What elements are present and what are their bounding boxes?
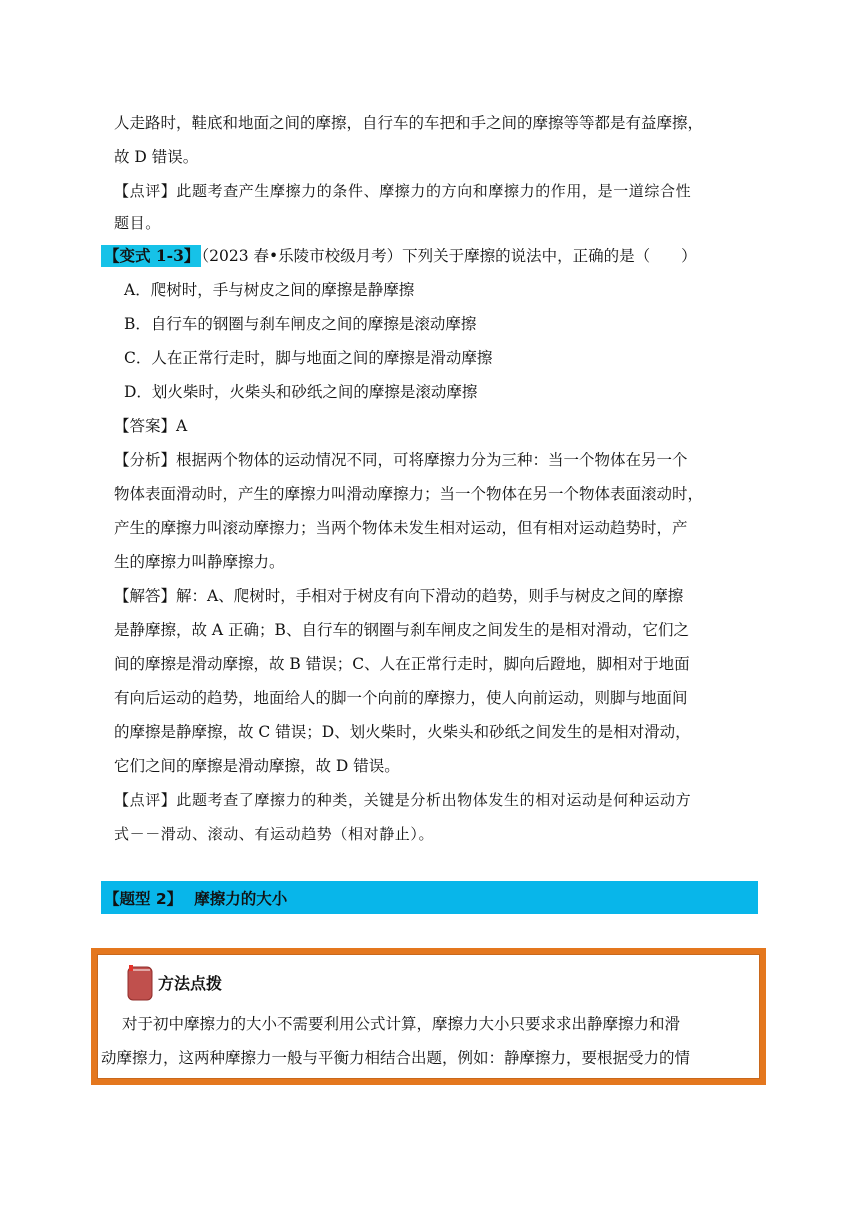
comment2-line-2: 式－－滑动、滚动、有运动趋势（相对静止）。 [114,825,435,843]
variant-question-text: （2023 春•乐陵市校级月考）下列关于摩擦的说法中，正确的是（ ） [201,247,697,265]
answer: 【答案】A [114,417,188,435]
analysis-line-1: 【分析】根据两个物体的运动情况不同，可将摩擦力分为三种：当一个物体在另一个 [114,451,688,469]
comment-line-1: 【点评】此题考查产生摩擦力的条件、摩擦力的方向和摩擦力的作用，是一道综合性 [114,182,692,200]
option-d: D．划火柴时，火柴头和砂纸之间的摩擦是滚动摩擦 [124,383,478,401]
section-title: 摩擦力的大小 [194,889,288,908]
solution-line-6: 它们之间的摩擦是滑动摩擦，故 D 错误。 [114,757,400,775]
method-title: 方法点拨 [158,974,223,993]
section-header [101,881,758,914]
solution-line-2: 是静摩擦，故 A 正确；B、自行车的钢圈与刹车闸皮之间发生的是相对滑动，它们之 [114,621,689,639]
solution-line-5: 的摩擦是静摩擦，故 C 错误；D、划火柴时，火柴头和砂纸之间发生的是相对滑动， [114,723,691,741]
comment-line-2: 题目。 [114,214,161,232]
bookmark-icon [126,964,154,1002]
method-text-line-1: 对于初中摩擦力的大小不需要利用公式计算，摩擦力大小只要求求出静摩擦力和滑 [122,1015,681,1033]
option-c: C．人在正常行走时，脚与地面之间的摩擦是滑动摩擦 [124,349,493,367]
method-text-line-2: 动摩擦力，这两种摩擦力一般与平衡力相结合出题，例如：静摩擦力，要根据受力的情 [101,1049,691,1067]
solution-line-3: 间的摩擦是滑动摩擦，故 B 错误；C、人在正常行走时，脚向后蹬地，脚相对于地面 [114,655,690,673]
option-b: B．自行车的钢圈与刹车闸皮之间的摩擦是滚动摩擦 [124,315,477,333]
section-tag: 【题型 2】 [104,889,183,908]
solution-line-1: 【解答】解：A、爬树时，手相对于树皮有向下滑动的趋势，则手与树皮之间的摩擦 [114,587,684,605]
analysis-line-2: 物体表面滑动时，产生的摩擦力叫滑动摩擦力；当一个物体在另一个物体表面滚动时， [114,485,704,503]
analysis-line-3: 产生的摩擦力叫滚动摩擦力；当两个物体未发生相对运动，但有相对运动趋势时，产 [114,519,688,537]
prev-solution-line-1: 人走路时，鞋底和地面之间的摩擦，自行车的车把和手之间的摩擦等等都是有益摩擦， [114,114,704,132]
option-a: A．爬树时，手与树皮之间的摩擦是静摩擦 [124,281,415,299]
analysis-line-4: 生的摩擦力叫静摩擦力。 [114,553,285,571]
variant-question [101,245,697,267]
solution-line-4: 有向后运动的趋势，地面给人的脚一个向前的摩擦力，使人向前运动，则脚与地面间 [114,689,688,707]
variant-tag: 【变式 1-3】 [101,245,201,267]
prev-solution-line-2: 故 D 错误。 [114,148,199,166]
comment2-line-1: 【点评】此题考查了摩擦力的种类，关键是分析出物体发生的相对运动是何种运动方 [114,791,692,809]
